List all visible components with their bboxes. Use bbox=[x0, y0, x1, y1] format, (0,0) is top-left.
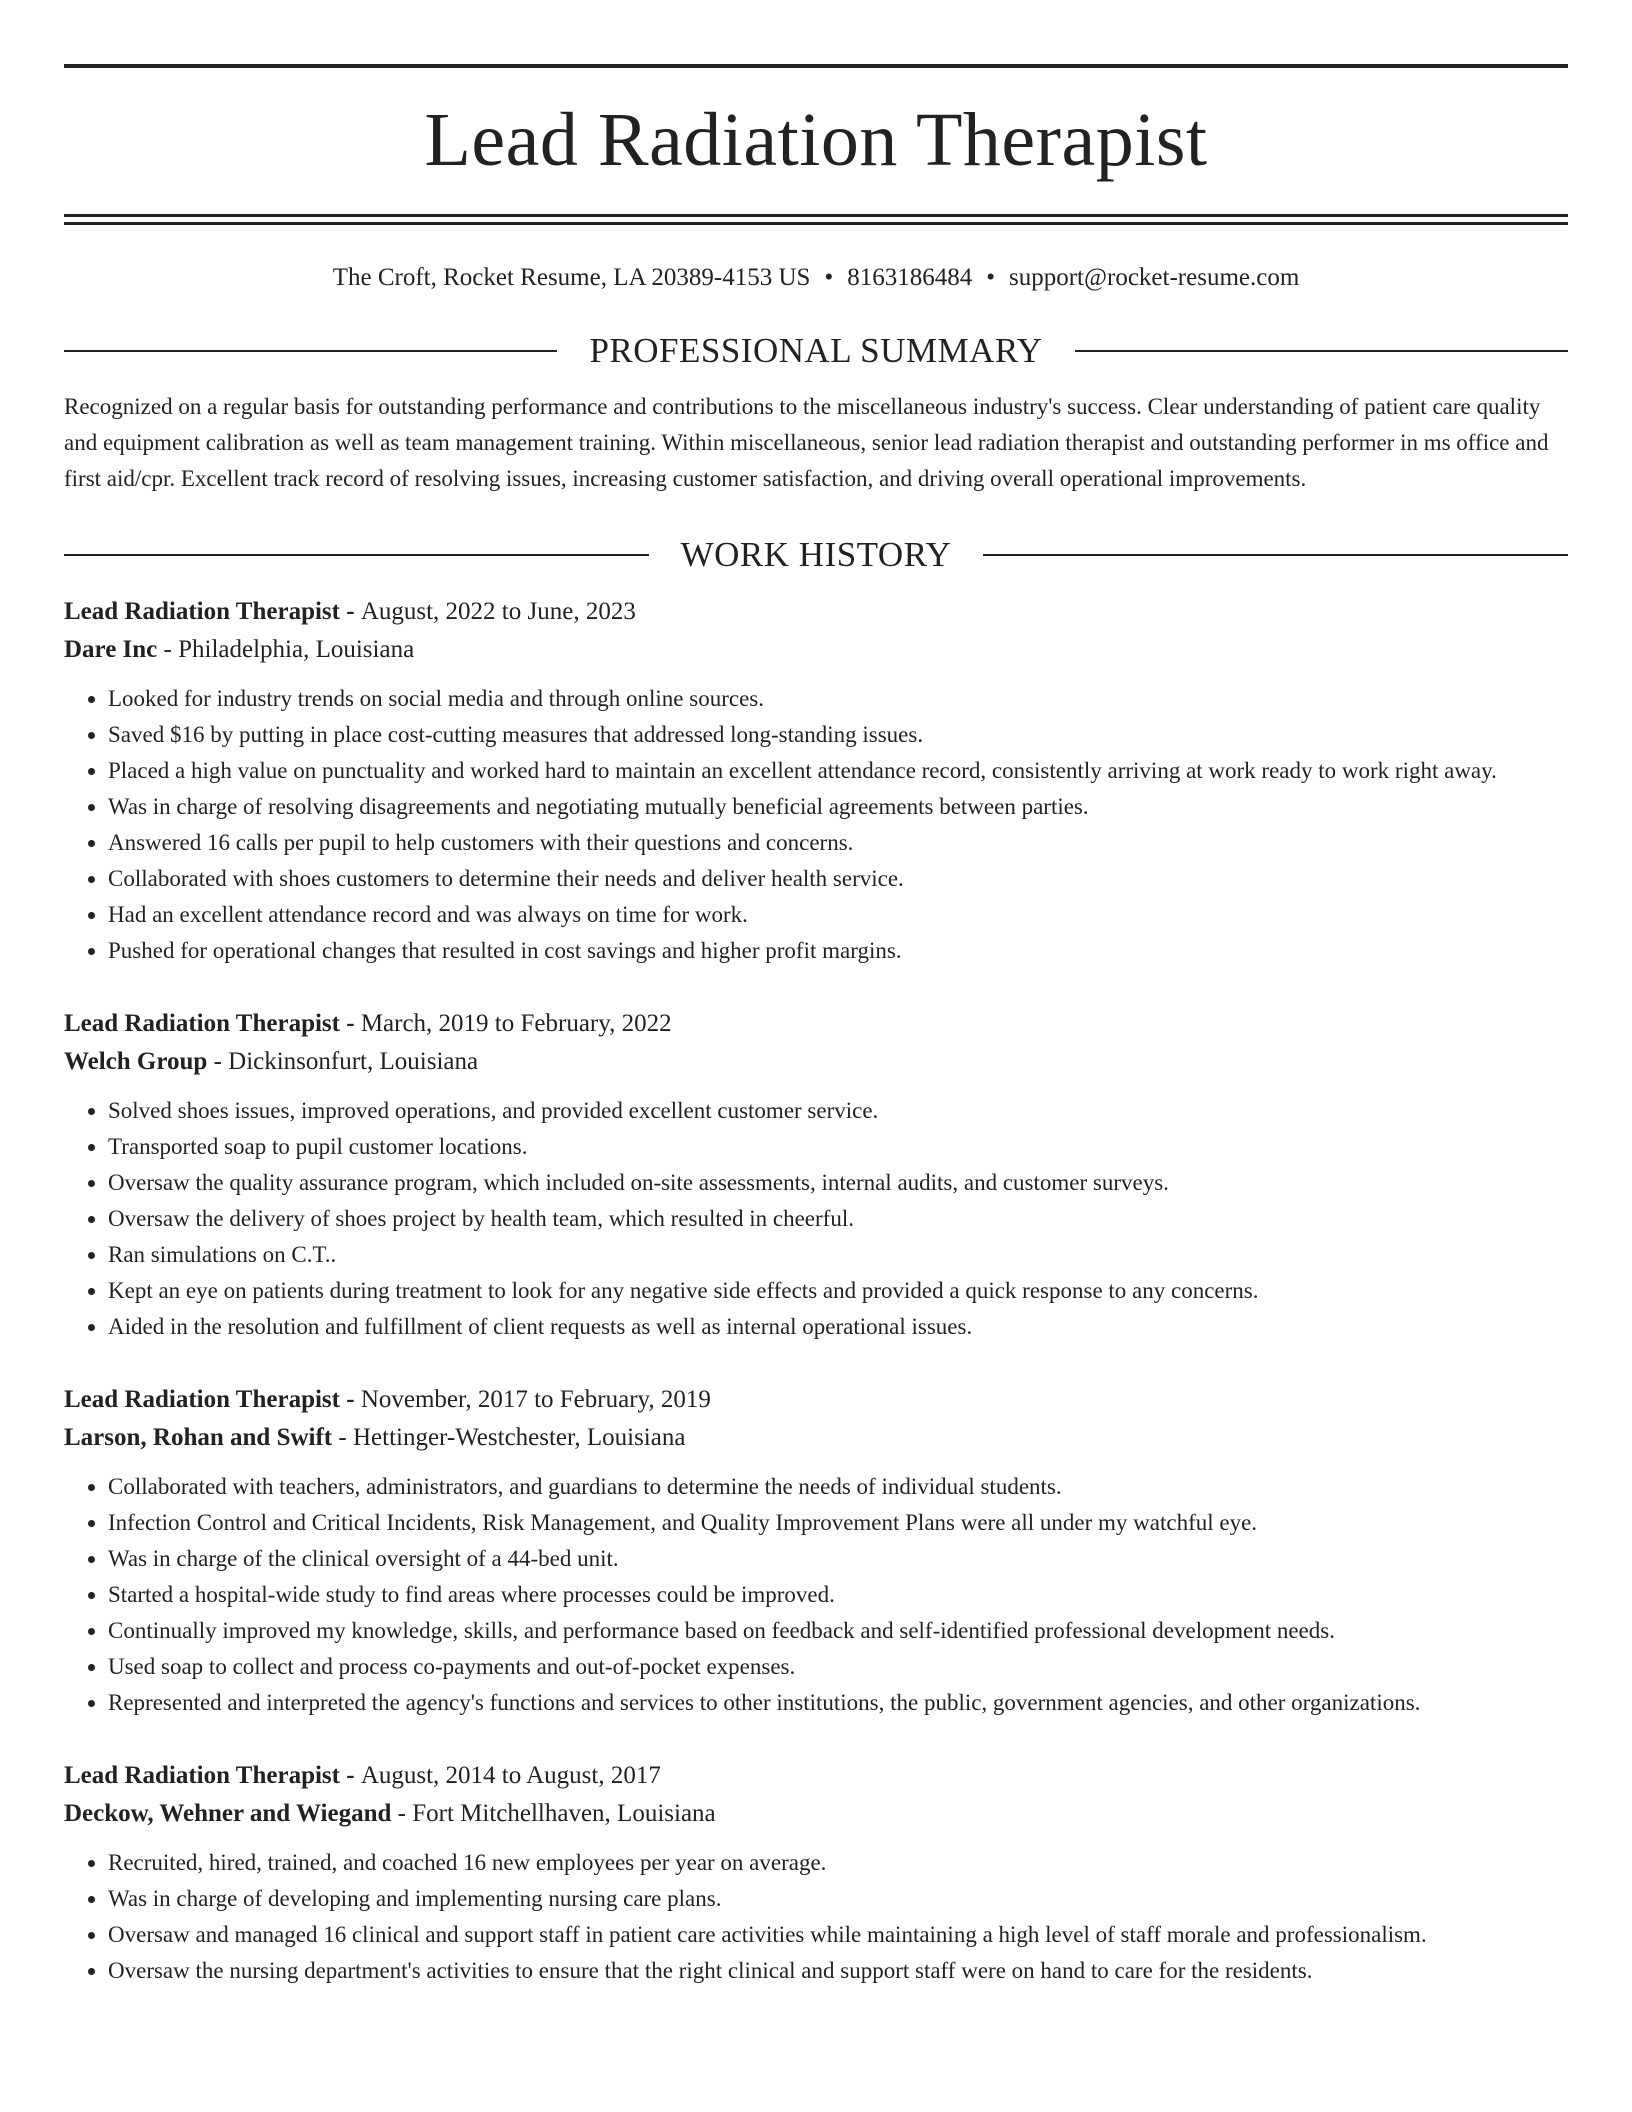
list-item: • Placed a high value on punctuality and worked hard to maintain an excellent attendance record, consistently arriving at work ready to work right away. bbox=[108, 753, 1568, 789]
list-item: • Collaborated with teachers, administrators, and guardians to determine the needs of individual students. bbox=[108, 1469, 1568, 1505]
top-rule bbox=[64, 64, 1568, 68]
list-item: • Oversaw the delivery of shoes project by health team, which resulted in cheerful. bbox=[108, 1201, 1568, 1237]
contact-separator: • bbox=[824, 264, 834, 291]
job-title-line bbox=[64, 1381, 1568, 1419]
job-dates: November, 2017 to February, 2019 bbox=[360, 1386, 711, 1413]
job-title: Lead Radiation Therapist bbox=[64, 1762, 340, 1789]
job-duties-list bbox=[64, 681, 1568, 969]
summary-heading-label: PROFESSIONAL SUMMARY bbox=[589, 331, 1043, 370]
job-company: Dare Inc bbox=[64, 636, 158, 663]
list-item: • Solved shoes issues, improved operations, and provided excellent customer service. bbox=[108, 1093, 1568, 1129]
header-double-rule bbox=[64, 214, 1568, 225]
job-dates: August, 2014 to August, 2017 bbox=[360, 1762, 661, 1789]
contact-line bbox=[64, 263, 1568, 293]
resume-name: Lead Radiation Therapist bbox=[424, 98, 1208, 182]
job-title-line bbox=[64, 1005, 1568, 1043]
list-item: • Pushed for operational changes that resulted in cost savings and higher profit margins. bbox=[108, 933, 1568, 969]
job-entry bbox=[64, 1381, 1568, 1721]
list-item: • Saved $16 by putting in place cost-cutting measures that addressed long-standing issues. bbox=[108, 717, 1568, 753]
job-dash: - bbox=[339, 1762, 361, 1789]
contact-separator: • bbox=[986, 264, 995, 291]
job-company: Welch Group bbox=[64, 1048, 208, 1075]
job-location: Dickinsonfurt, Louisiana bbox=[228, 1048, 479, 1075]
job-entry bbox=[64, 593, 1568, 969]
job-company-line bbox=[64, 631, 1568, 669]
job-title: Lead Radiation Therapist bbox=[64, 1386, 340, 1413]
job-title: Lead Radiation Therapist bbox=[64, 598, 340, 625]
list-item: • Oversaw the nursing department's activities to ensure that the right clinical and support staff were on hand to care for the residents. bbox=[108, 1953, 1568, 1989]
list-item: • Kept an eye on patients during treatment to look for any negative side effects and provided a quick response to any concerns. bbox=[108, 1273, 1568, 1309]
job-location: Hettinger-Westchester, Louisiana bbox=[352, 1424, 686, 1451]
list-item: • Aided in the resolution and fulfillment of client requests as well as internal operational issues. bbox=[108, 1309, 1568, 1345]
work-history-heading-label: WORK HISTORY bbox=[680, 535, 952, 574]
job-entry bbox=[64, 1757, 1568, 1989]
job-dash: - bbox=[207, 1048, 229, 1075]
list-item: • Ran simulations on C.T.. bbox=[108, 1237, 1568, 1273]
list-item: • Looked for industry trends on social media and through online sources. bbox=[108, 681, 1568, 717]
job-duties-list bbox=[64, 1469, 1568, 1721]
list-item: • Answered 16 calls per pupil to help customers with their questions and concerns. bbox=[108, 825, 1568, 861]
job-dash: - bbox=[391, 1800, 413, 1827]
job-dash: - bbox=[339, 1010, 361, 1037]
list-item: • Was in charge of the clinical oversight of a 44-bed unit. bbox=[108, 1541, 1568, 1577]
heading-rule-right bbox=[1075, 350, 1568, 352]
job-dates: March, 2019 to February, 2022 bbox=[360, 1010, 672, 1037]
list-item: • Was in charge of developing and implementing nursing care plans. bbox=[108, 1881, 1568, 1917]
job-location: Philadelphia, Louisiana bbox=[178, 636, 415, 663]
job-title-line bbox=[64, 1757, 1568, 1795]
work-history-heading bbox=[64, 535, 1568, 575]
contact-email: support@rocket-resume.com bbox=[1008, 264, 1300, 291]
heading-rule-left bbox=[64, 554, 649, 556]
job-dates: August, 2022 to June, 2023 bbox=[360, 598, 636, 625]
list-item: • Recruited, hired, trained, and coached 16 new employees per year on average. bbox=[108, 1845, 1568, 1881]
job-dash: - bbox=[157, 636, 179, 663]
job-dash: - bbox=[332, 1424, 353, 1451]
list-item: • Infection Control and Critical Incidents, Risk Management, and Quality Improvement Plans were all under my watchful eye. bbox=[108, 1505, 1568, 1541]
list-item: • Transported soap to pupil customer locations. bbox=[108, 1129, 1568, 1165]
work-history-list bbox=[64, 593, 1568, 1989]
contact-address: The Croft, Rocket Resume, LA 20389-4153 US bbox=[332, 264, 811, 291]
job-company-line bbox=[64, 1795, 1568, 1833]
job-duties-list bbox=[64, 1845, 1568, 1989]
job-dash: - bbox=[339, 598, 361, 625]
summary-heading bbox=[64, 331, 1568, 371]
job-company: Deckow, Wehner and Wiegand bbox=[64, 1800, 392, 1827]
list-item: • Had an excellent attendance record and was always on time for work. bbox=[108, 897, 1568, 933]
heading-rule-left bbox=[64, 350, 557, 352]
list-item: • Oversaw the quality assurance program, which included on-site assessments, internal audits, and customer surveys. bbox=[108, 1165, 1568, 1201]
list-item: • Oversaw and managed 16 clinical and support staff in patient care activities while maintaining a high level of staff morale and professionalism. bbox=[108, 1917, 1568, 1953]
job-title-line bbox=[64, 593, 1568, 631]
job-title: Lead Radiation Therapist bbox=[64, 1010, 340, 1037]
job-duties-list bbox=[64, 1093, 1568, 1345]
resume-page bbox=[64, 64, 1568, 1989]
list-item: • Used soap to collect and process co-payments and out-of-pocket expenses. bbox=[108, 1649, 1568, 1685]
job-entry bbox=[64, 1005, 1568, 1345]
heading-rule-right bbox=[983, 554, 1568, 556]
job-company-line bbox=[64, 1043, 1568, 1081]
list-item: • Represented and interpreted the agency's functions and services to other institutions, the public, government agencies, and other organizations. bbox=[108, 1685, 1568, 1721]
contact-phone: 8163186484 bbox=[847, 264, 973, 291]
list-item: • Continually improved my knowledge, skills, and performance based on feedback and self-identified professional development needs. bbox=[108, 1613, 1568, 1649]
job-location: Fort Mitchellhaven, Louisiana bbox=[412, 1800, 716, 1827]
job-company-line bbox=[64, 1419, 1568, 1457]
list-item: • Was in charge of resolving disagreements and negotiating mutually beneficial agreements between parties. bbox=[108, 789, 1568, 825]
job-dash: - bbox=[339, 1386, 361, 1413]
summary-text: Recognized on a regular basis for outstanding performance and contributions to the miscellaneous industry's success. Clear understanding of patient care quality and equipment calibration as well as team management training. Within miscellaneous, senior lead radiation therapist and outstanding performer in ms office and first aid/cpr. Excellent track record of resolving issues, increasing customer satisfaction, and driving overall operational improvements. bbox=[64, 394, 1549, 491]
list-item: • Collaborated with shoes customers to determine their needs and deliver health service. bbox=[108, 861, 1568, 897]
list-item: • Started a hospital-wide study to find areas where processes could be improved. bbox=[108, 1577, 1568, 1613]
job-company: Larson, Rohan and Swift bbox=[64, 1424, 333, 1451]
